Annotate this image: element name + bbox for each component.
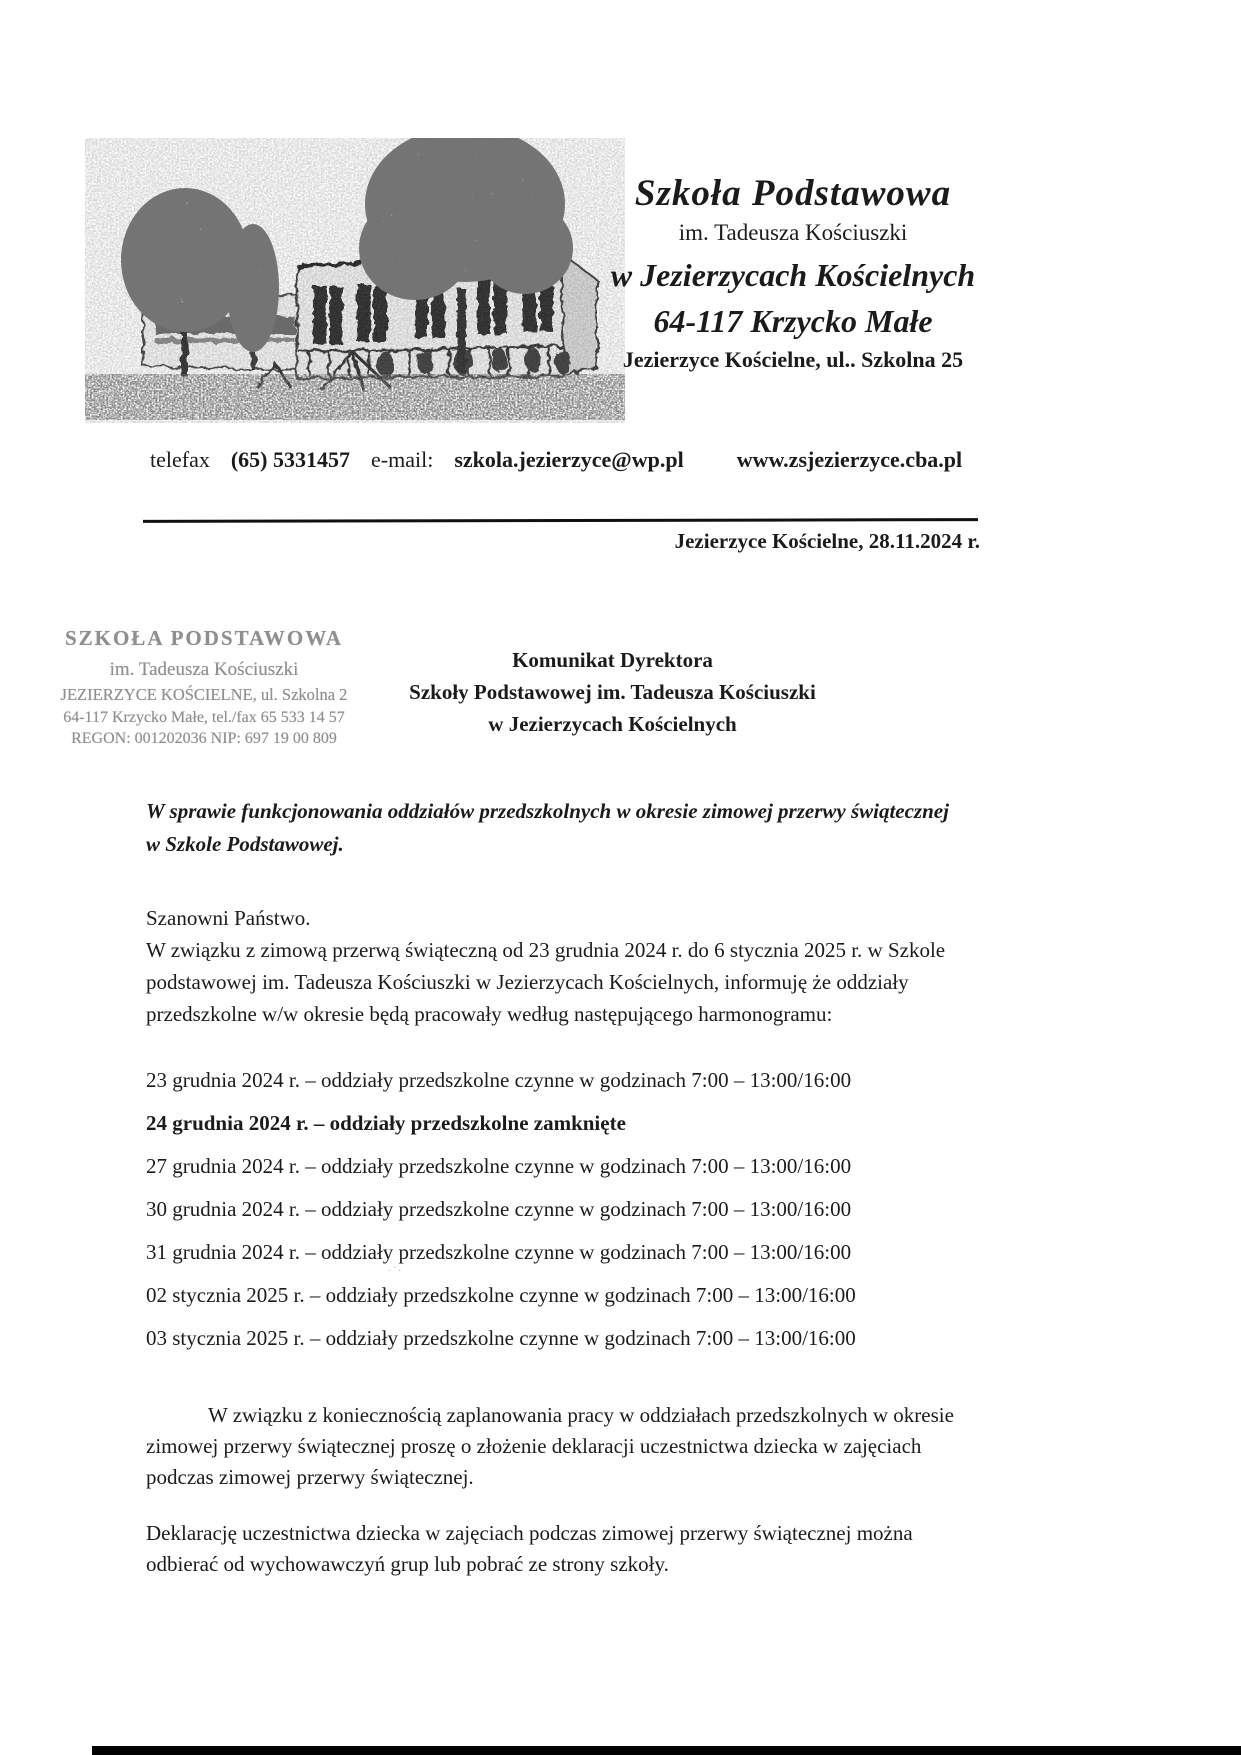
heading-line-3: w Jezierzycach Kościelnych bbox=[488, 712, 737, 736]
schedule-item: 31 grudnia 2024 r. – oddziały przedszkolne czynne w godzinach 7:00 – 13:00/16:00 bbox=[146, 1240, 852, 1264]
email-label: e-mail: bbox=[371, 447, 434, 472]
subject-line: W sprawie funkcjonowania oddziałów przedszkolnych w okresie zimowej przerwy świątecznej w Szkole Podstawowej. bbox=[146, 799, 949, 856]
telefax-label: telefax bbox=[150, 447, 210, 472]
schedule-item: 30 grudnia 2024 r. – oddziały przedszkolne czynne w godzinach 7:00 – 13:00/16:00 bbox=[146, 1197, 852, 1221]
scan-artifact: .·. bbox=[388, 1262, 404, 1274]
schedule-item: 27 grudnia 2024 r. – oddziały przedszkolne czynne w godzinach 7:00 – 13:00/16:00 bbox=[146, 1154, 852, 1178]
communique-heading bbox=[330, 644, 895, 740]
date-line: Jezierzyce Kościelne, 28.11.2024 r. bbox=[674, 529, 980, 553]
heading-line-2: Szkoły Podstawowej im. Tadeusza Kościuszki bbox=[409, 680, 816, 704]
telefax-number: (65) 5331457 bbox=[230, 447, 351, 472]
stamp-line-4: 64-117 Krzycko Małe, tel./fax 65 533 14 57 bbox=[63, 709, 345, 726]
schedule-item: 03 stycznia 2025 r. – oddziały przedszkolne czynne w godzinach 7:00 – 13:00/16:00 bbox=[146, 1326, 856, 1350]
scanner-edge-bar bbox=[92, 1746, 1241, 1755]
letterhead-town: w Jezierzycach Kościelnych bbox=[610, 257, 976, 293]
stamp-line-1: SZKOŁA PODSTAWOWA bbox=[64, 626, 344, 650]
stamp-line-2: im. Tadeusza Kościuszki bbox=[109, 659, 299, 680]
intro-text: W związku z zimową przerwą świąteczną od 23 grudnia 2024 r. do 6 stycznia 2025 r. w Szkole podstawowej im. Tadeusza Kościuszki w Jezierzycach Kościelnych, informuję że oddziały przedszkolne w/w okresie będą pracowały według następującego harmonogramu: bbox=[146, 938, 946, 1026]
school-stamp bbox=[38, 620, 370, 749]
letterhead bbox=[563, 172, 1023, 373]
schedule-item: 02 stycznia 2025 r. – oddziały przedszkolne czynne w godzinach 7:00 – 13:00/16:00 bbox=[146, 1283, 856, 1307]
stamp-line-5: REGON: 001202036 NIP: 697 19 00 809 bbox=[71, 730, 337, 747]
schedule-item: 23 grudnia 2024 r. – oddziały przedszkolne czynne w godzinach 7:00 – 13:00/16:00 bbox=[146, 1068, 852, 1092]
contact-line bbox=[150, 447, 995, 473]
salutation: Szanowni Państwo. bbox=[146, 906, 311, 930]
intro-paragraph bbox=[146, 902, 984, 1030]
school-building-photo-illustration bbox=[85, 138, 625, 423]
letterhead-street: Jezierzyce Kościelne, ul.. Szkolna 25 bbox=[622, 347, 964, 372]
letterhead-postal: 64-117 Krzycko Małe bbox=[653, 303, 933, 339]
stamp-line-3: JEZIERZYCE KOŚCIELNE, ul. Szkolna 2 bbox=[60, 685, 348, 704]
holiday-schedule-list bbox=[146, 1064, 1006, 1365]
horizontal-rule bbox=[143, 518, 978, 523]
letterhead-patron: im. Tadeusza Kościuszki bbox=[678, 220, 908, 245]
letterhead-school-name: Szkoła Podstawowa bbox=[634, 173, 952, 214]
email-address: szkola.jezierzyce@wp.pl bbox=[454, 447, 684, 472]
website-url: www.zsjezierzyce.cba.pl bbox=[736, 447, 963, 472]
schedule-item: 24 grudnia 2024 r. – oddziały przedszkolne zamknięte bbox=[146, 1111, 626, 1135]
heading-line-1: Komunikat Dyrektora bbox=[512, 648, 713, 672]
closing-paragraph-1: W związku z koniecznością zaplanowania pracy w oddziałach przedszkolnych w okresie zimowej przerwy świątecznej proszę o złożenie deklaracji uczestnictwa dziecka w zajęciach podczas zimowej przerwy świątecznej. bbox=[146, 1403, 954, 1489]
closing-paragraph-2: Deklarację uczestnictwa dziecka w zajęciach podczas zimowej przerwy świątecznej można odbierać od wychowawczyń grup lub pobrać ze strony szkoły. bbox=[146, 1521, 913, 1576]
school-building-photo bbox=[85, 138, 625, 423]
